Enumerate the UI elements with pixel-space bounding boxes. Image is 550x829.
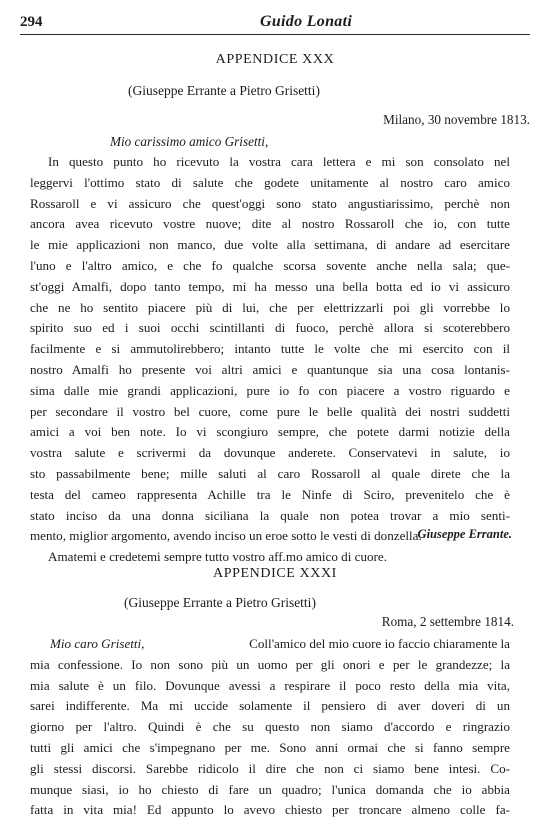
body-line: ancora avea ricevuto vostre nuove; dite al nostro Rossaroll che io, con tutte	[30, 216, 510, 232]
appendix-xxxi-subtitle: (Giuseppe Errante a Pietro Grisetti)	[124, 595, 316, 610]
running-title: Guido Lonati	[260, 13, 353, 30]
body-line: vostra salute e scrivermi da dovunque anderete. Conservatevi in salute, io	[30, 445, 510, 461]
appendix-xxx-salutation: Mio carissimo amico Grisetti,	[110, 134, 269, 149]
body-line: sto passabilmente bene; mille saluti al caro Rossaroll al quale direte che la	[30, 465, 510, 481]
appendix-xxxi-body	[30, 634, 510, 821]
page-number: 294	[20, 14, 43, 30]
body-line: giorno per l'altro. Quindi è che su questo non siamo d'accordo e ringrazio	[30, 719, 510, 735]
body-line: stato inciso da una donna siciliana la quale non potea trovar a mio senti-	[30, 507, 510, 523]
body-line: facilmente e si ammutolirebbero; intanto tutte le volte che mi esercito con il	[30, 341, 510, 357]
appendix-xxxi-salutation: Mio caro Grisetti,	[50, 636, 145, 651]
closing-line: Amatemi e credetemi sempre tutto vostro aff.mo amico di cuore.	[48, 549, 387, 565]
appendix-xxx-title: APPENDICE XXX	[215, 52, 335, 67]
first-body-line	[30, 634, 510, 655]
body-line: mento, miglior argomento, avendo inciso un eroe sotto le vesti di donzella.	[30, 528, 422, 544]
body-line: nostro Amalfi ho presente voi altri amici e quantunque sia una cosa lontanis-	[30, 361, 510, 377]
body-line: sarei indifferente. Ma mi uccide solamente il pensiero di aver doveri di un	[30, 698, 510, 714]
appendix-xxx-subtitle: (Giuseppe Errante a Pietro Grisetti)	[128, 83, 320, 98]
body-line: testa del cameo rappresenta Achille tra le Ninfe di Sciro, prevenitelo che è	[30, 486, 510, 502]
body-line: spirito suo ed i suoi occhi scintillanti di fuoco, perchè allora si scoterebbero	[30, 320, 510, 336]
header-rule	[20, 34, 530, 35]
appendix-xxx-dateline: Milano, 30 novembre 1813.	[383, 112, 530, 127]
body-line: che ne ho sentito piacere più di lui, che per elettrizzarli poi gli vorrebbe lo	[30, 299, 510, 315]
appendix-xxx-body	[30, 152, 510, 568]
body-line: gli stessi discorsi. Sarebbe ridicolo il dire che non ci siamo bene intesi. Co-	[30, 760, 510, 776]
body-line: st'oggi Amalfi, dopo tanto tempo, mi ha messo una bella botta ed io vi assicuro	[30, 278, 510, 294]
body-line-text: Coll'amico del mio cuore io faccio chiaramente la	[249, 636, 510, 651]
body-line: amici a voi ben note. Io vi scongiuro sempre, che potete darmi notizie della	[30, 424, 510, 440]
running-header	[20, 12, 530, 34]
body-line: mia salute è un filo. Dovunque avessi a respirare il poco resto della mia vita,	[30, 677, 510, 693]
body-line: le mie applicazioni non manco, due volte alla settimana, di andare ad esercitare	[30, 237, 510, 253]
body-line: tutti gli amici che s'impegnano per me. Sono anni ormai che si fanno sempre	[30, 739, 510, 755]
body-line: munque siasi, io ho chiesto di fare un quadro; l'unica domanda che io abbia	[30, 781, 510, 797]
body-line: In questo punto ho ricevuto la vostra cara lettera e mi son consolato nel	[48, 154, 510, 169]
body-line: Rossaroll e vi assicuro che quest'oggi sono stato angustiarissimo, perchè non	[30, 195, 510, 211]
appendix-xxxi-dateline: Roma, 2 settembre 1814.	[381, 614, 514, 629]
body-line: sima dalle mie grandi applicazioni, pure io fo con piacere a vostro riguardo e	[30, 382, 510, 398]
appendix-xxx-signature: Giuseppe Errante.	[417, 527, 512, 541]
body-line: fatta in vita mia! Ed appunto lo avevo chiesto per troncare almeno colle fa-	[30, 802, 510, 818]
appendix-xxxi-title: APPENDICE XXXI	[213, 566, 337, 581]
body-line: leggervi l'ottimo stato di salute che godete unitamente al nostro caro amico	[30, 174, 510, 190]
body-line: l'uno e l'altro amico, e che fo qualche scorsa sovente anche nella sala; que-	[30, 257, 510, 273]
body-line: per secondare il vostro bel cuore, come pure le belle qualità dei nostri suddetti	[30, 403, 510, 419]
body-line: mia confessione. Io non sono più un uomo per gli onori e per le grandezze; la	[30, 656, 510, 672]
